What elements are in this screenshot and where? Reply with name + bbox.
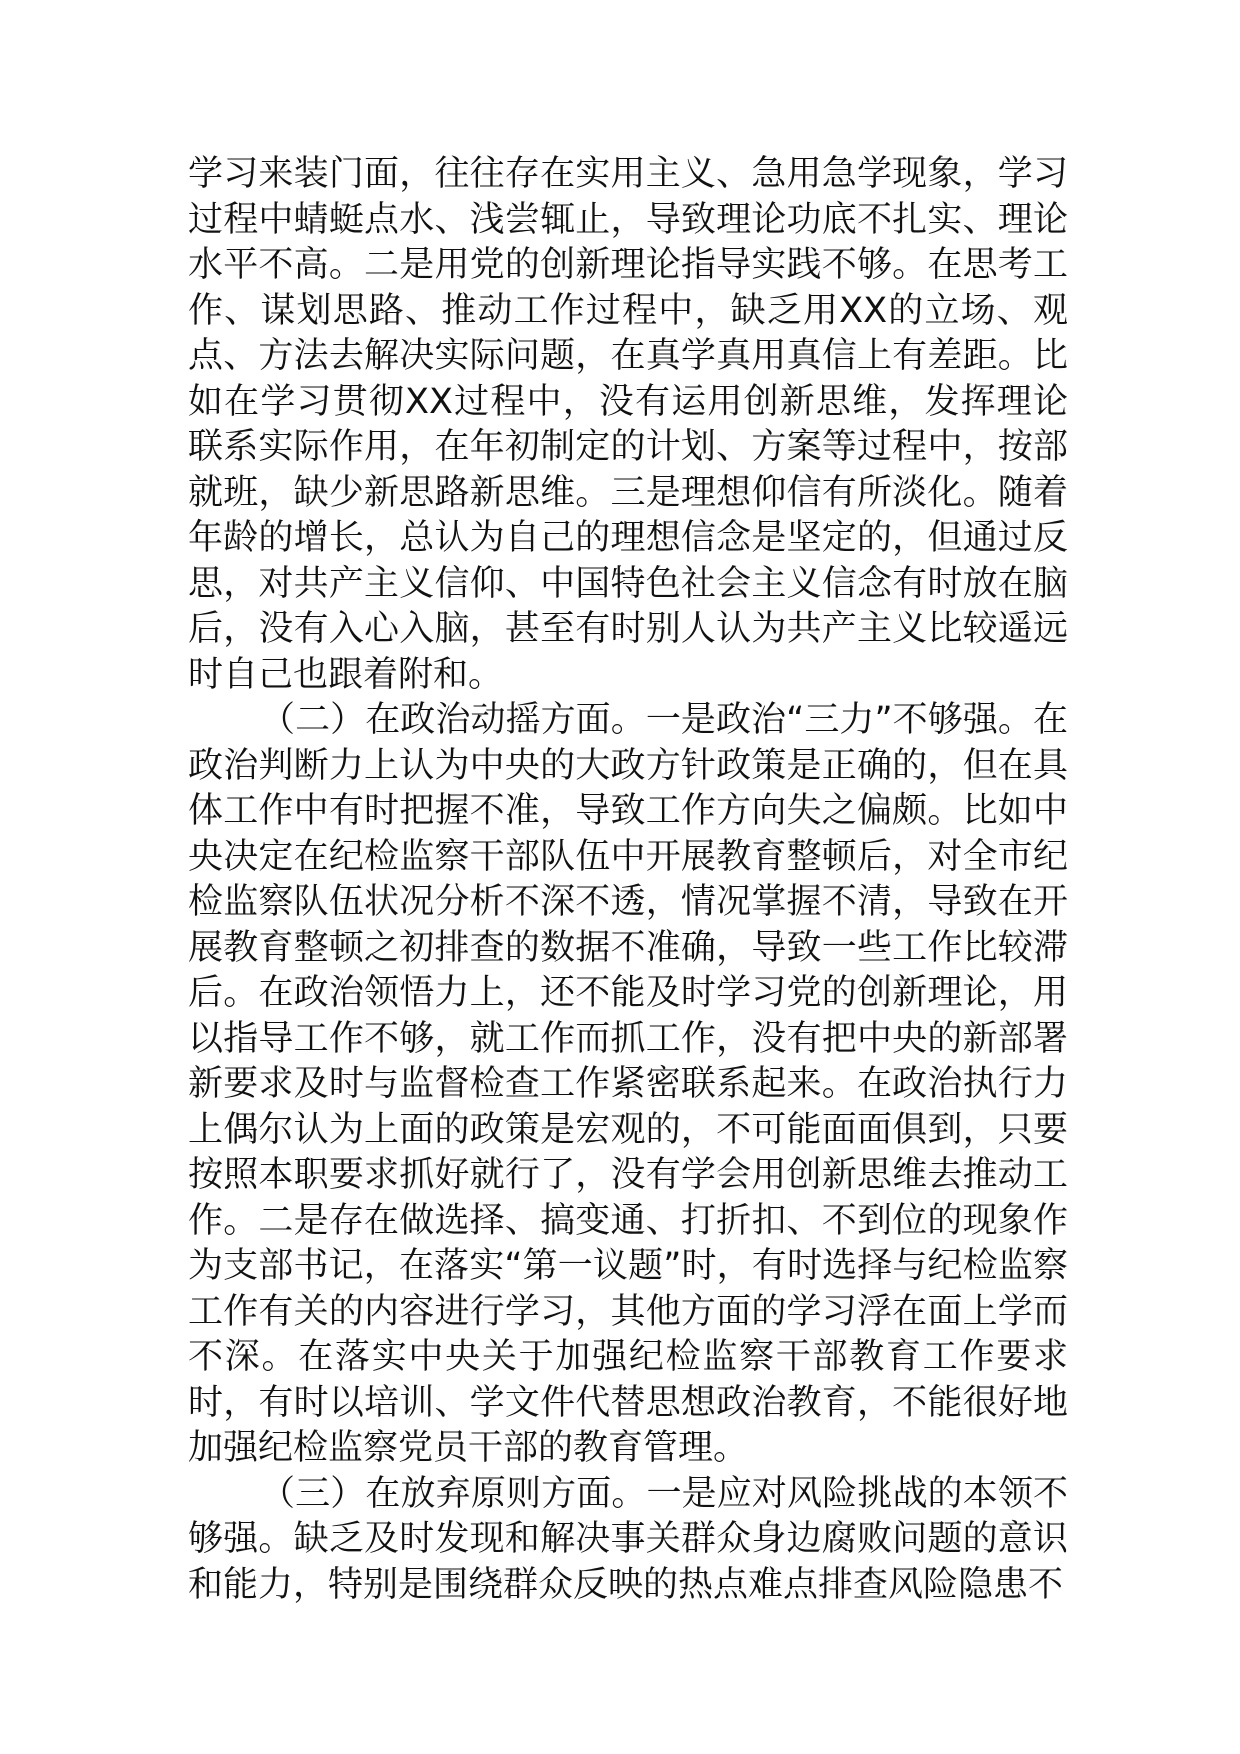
paragraph-section-three: （三）在放弃原则方面。一是应对风险挑战的本领不够强。缺乏及时发现和解决事关群众身边腐败问题的意识和能力，特别是围绕群众反映的热点难点排查风险隐患不 — [188, 1473, 1068, 1605]
paragraph-continued: 学习来装门面，往往存在实用主义、急用急学现象，学习过程中蜻蜓点水、浅尝辄止，导致理论功底不扎实、理论水平不高。二是用党的创新理论指导实践不够。在思考工作、谋划思路、推动工作过程中，缺乏用XX的立场、观点、方法去解决实际问题，在真学真用真信上有差距。比如在学习贯彻XX过程中，没有运用创新思维，发挥理论联系实际作用，在年初制定的计划、方案等过程中，按部就班，缺少新思路新思维。三是理想仰信有所淡化。随着年龄的增长，总认为自己的理想信念是坚定的，但通过反思，对共产主义信仰、中国特色社会主义信念有时放在脑后，没有入心入脑，甚至有时别人认为共产主义比较遥远时自己也跟着附和。 — [188, 154, 1068, 695]
document-body — [188, 152, 1068, 1608]
paragraph-section-two: （二）在政治动摇方面。一是政治“三力”不够强。在政治判断力上认为中央的大政方针政策是正确的，但在具体工作中有时把握不准，导致工作方向失之偏颇。比如中央决定在纪检监察干部队伍中开展教育整顿后，对全市纪检监察队伍状况分析不深不透，情况掌握不清，导致在开展教育整顿之初排查的数据不准确，导致一些工作比较滞后。在政治领悟力上，还不能及时学习党的创新理论，用以指导工作不够，就工作而抓工作，没有把中央的新部署新要求及时与监督检查工作紧密联系起来。在政治执行力上偶尔认为上面的政策是宏观的，不可能面面俱到，只要按照本职要求抓好就行了，没有学会用创新思维去推动工作。二是存在做选择、搞变通、打折扣、不到位的现象作为支部书记，在落实“第一议题”时，有时选择与纪检监察工作有关的内容进行学习，其他方面的学习浮在面上学而不深。在落实中央关于加强纪检监察干部教育工作要求时，有时以培训、学文件代替思想政治教育，不能很好地加强纪检监察党员干部的教育管理。 — [188, 700, 1068, 1468]
